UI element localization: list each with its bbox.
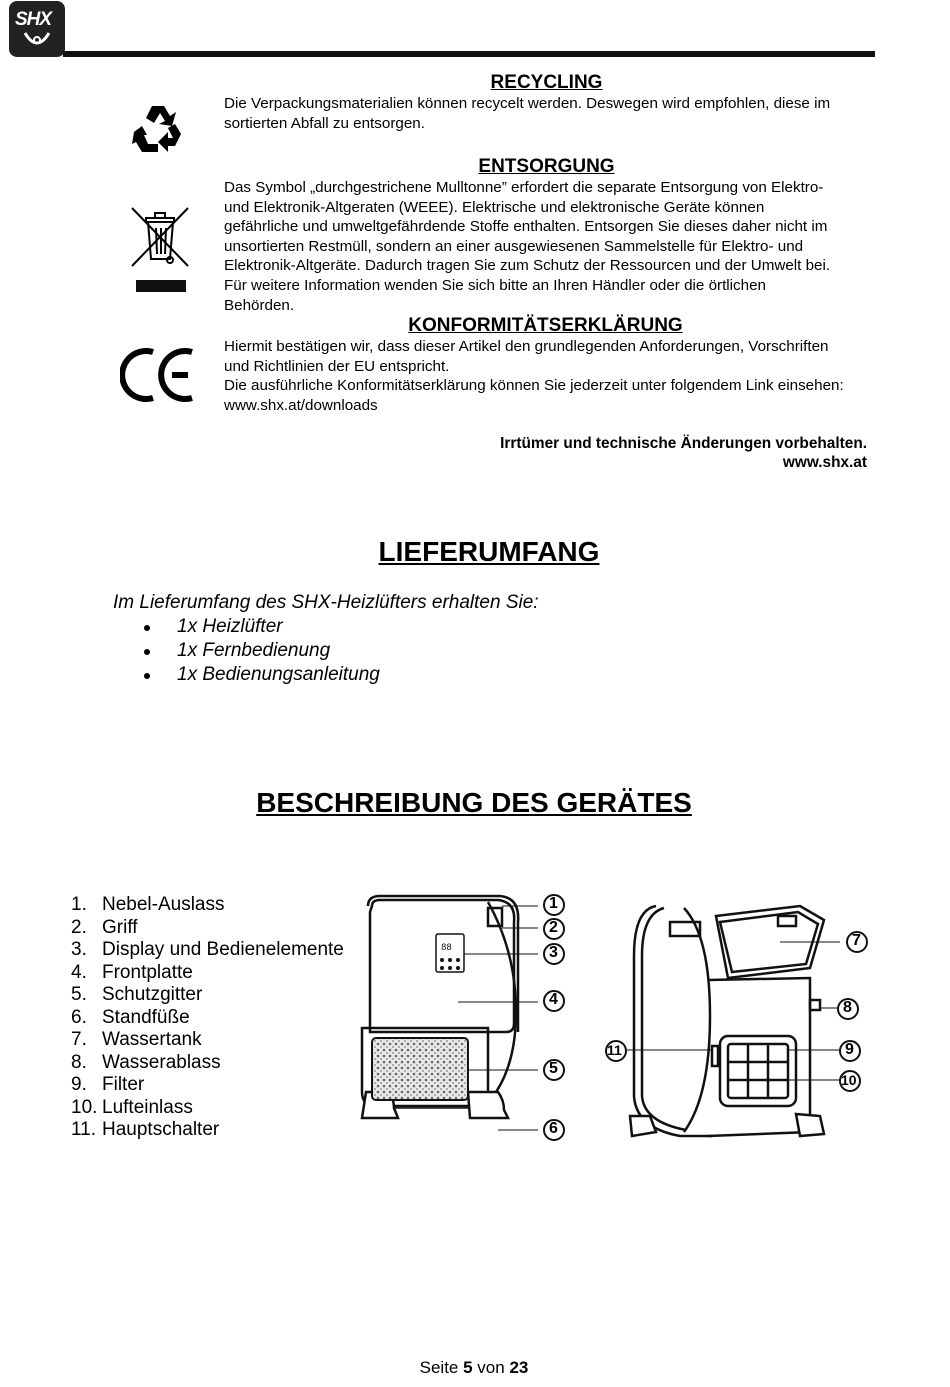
list-item [71,1007,344,1030]
part-label: Wasserablass [102,1051,221,1073]
shx-logo [9,1,65,57]
part-number: 6. [71,1006,87,1028]
part-number: 2. [71,916,87,938]
disposal-line: Für weitere Information wenden Sie sich bitte an Ihren Händler oder die örtlichen [224,276,766,294]
list-item: 1x Fernbedienung [114,640,380,664]
callout-6 [542,1118,568,1149]
part-label: Lufteinlass [102,1096,193,1118]
callout-8 [836,997,862,1028]
recycling-icon [130,102,188,156]
scope-list [114,616,380,688]
svg-text:88: 88 [441,943,452,953]
callout-10 [838,1069,864,1100]
disposal-line: unsortierten Restmüll, sondern an einer ausgewiesenen Sammelstelle für Elektro- und [224,237,804,255]
parts-list [71,894,344,1142]
weee-bin-icon [130,204,192,294]
footer-total-pages: 23 [509,1358,529,1377]
footer-page-number: 5 [463,1358,473,1377]
disclaimer [400,434,867,472]
part-label: Griff [102,916,138,938]
part-number: 8. [71,1051,87,1073]
part-label: Hauptschalter [102,1119,220,1140]
callout-number: 10 [841,1072,857,1088]
disposal-title: ENTSORGUNG [478,156,615,177]
footer-middle: von [472,1358,510,1377]
disclaimer-text: Irrtümer und technische Änderungen vorbehalten. [500,435,867,452]
disposal-line: Behörden. [224,296,295,314]
callout-3 [542,942,568,973]
scope-intro: Im Lieferumfang des SHX-Heizlüfters erhalten Sie: [113,592,539,613]
disposal-line: Elektronik-Altgeräte. Dadurch tragen Sie zum Schutz der Ressourcen und der Umwelt bei. [224,257,831,275]
callout-number: 11 [607,1042,622,1058]
list-item [71,1097,344,1120]
recycling-section [224,72,869,133]
callout-number: 7 [852,932,861,949]
callout-11 [604,1039,630,1070]
callout-number: 1 [549,895,558,912]
list-item [71,962,344,985]
list-item [71,984,344,1007]
part-number: 7. [71,1029,87,1050]
list-item [71,1074,344,1097]
device-back-illustration [620,896,840,1144]
callout-4 [542,989,568,1020]
callout-number: 5 [549,1060,558,1077]
callout-number: 4 [549,991,558,1008]
conformity-line: Hiermit bestätigen wir, dass dieser Artikel den grundlegenden Anforderungen, Vorschriften [224,338,829,355]
disposal-section [224,156,869,315]
part-label: Filter [102,1074,145,1095]
page-footer [0,1358,948,1378]
recycling-line: Die Verpackungsmaterialien können recycelt werden. Deswegen wird empfohlen, diese im [224,95,831,112]
device-front-illustration [358,892,570,1144]
callout-5 [542,1058,568,1089]
part-label: Frontplatte [102,961,193,983]
part-number: 11. [71,1119,97,1140]
part-number: 1. [71,894,87,915]
part-label: Wassertank [102,1029,202,1050]
disposal-line: gefährliche und umweltgefährdende Stoffe enthalten. Entsorgen Sie dieses daher nicht im [224,218,828,236]
part-label: Nebel-Auslass [102,894,225,915]
callout-number: 6 [549,1120,558,1137]
part-number: 10. [71,1096,98,1118]
description-title: BESCHREIBUNG DES GERÄTES [256,787,692,818]
part-number: 9. [71,1074,87,1095]
conformity-section [224,315,869,415]
footer-prefix: Seite [419,1358,464,1377]
disposal-line: und Elektronik-Altgeraten (WEEE). Elektrische und elektronische Geräte können [224,198,765,216]
list-item [71,939,344,962]
list-item [71,1052,344,1075]
ce-mark-icon [120,346,198,404]
part-number: 5. [71,984,87,1005]
conformity-line: und Richtlinien der EU entspricht. [224,357,450,375]
list-item [71,1029,344,1052]
list-item [71,1119,344,1142]
recycling-title: RECYCLING [490,72,603,93]
conformity-line: Die ausführliche Konformitätserklärung können Sie jederzeit unter folgendem Link einsehen: [224,377,844,395]
part-label: Schutzgitter [102,984,203,1005]
callout-number: 2 [549,919,558,936]
conformity-title: KONFORMITÄTSERKLÄRUNG [408,315,683,336]
recycling-line: sortierten Abfall zu entsorgen. [224,114,425,132]
header-rule [63,51,875,57]
scope-title: LIEFERUMFANG [378,536,600,567]
disclaimer-url[interactable]: www.shx.at [782,454,867,471]
callout-number: 8 [843,999,852,1016]
logo-face-icon [21,31,53,51]
conformity-link[interactable]: www.shx.at/downloads [224,396,378,414]
callout-number: 9 [845,1041,854,1058]
part-number: 3. [71,939,87,960]
part-label: Standfüße [102,1006,190,1028]
part-number: 4. [71,961,87,983]
list-item [71,917,344,940]
callout-7 [845,930,871,961]
callout-number: 3 [549,944,558,961]
list-item [71,894,344,917]
disposal-line: Das Symbol „durchgestrichene Mulltonne” erfordert die separate Entsorgung von Elektro- [224,179,824,196]
callout-9 [838,1039,864,1070]
list-item: 1x Heizlüfter [114,616,380,640]
part-label: Display und Bedienelemente [102,939,344,960]
list-item: 1x Bedienungsanleitung [114,664,380,688]
logo-text: SHX [15,9,52,30]
